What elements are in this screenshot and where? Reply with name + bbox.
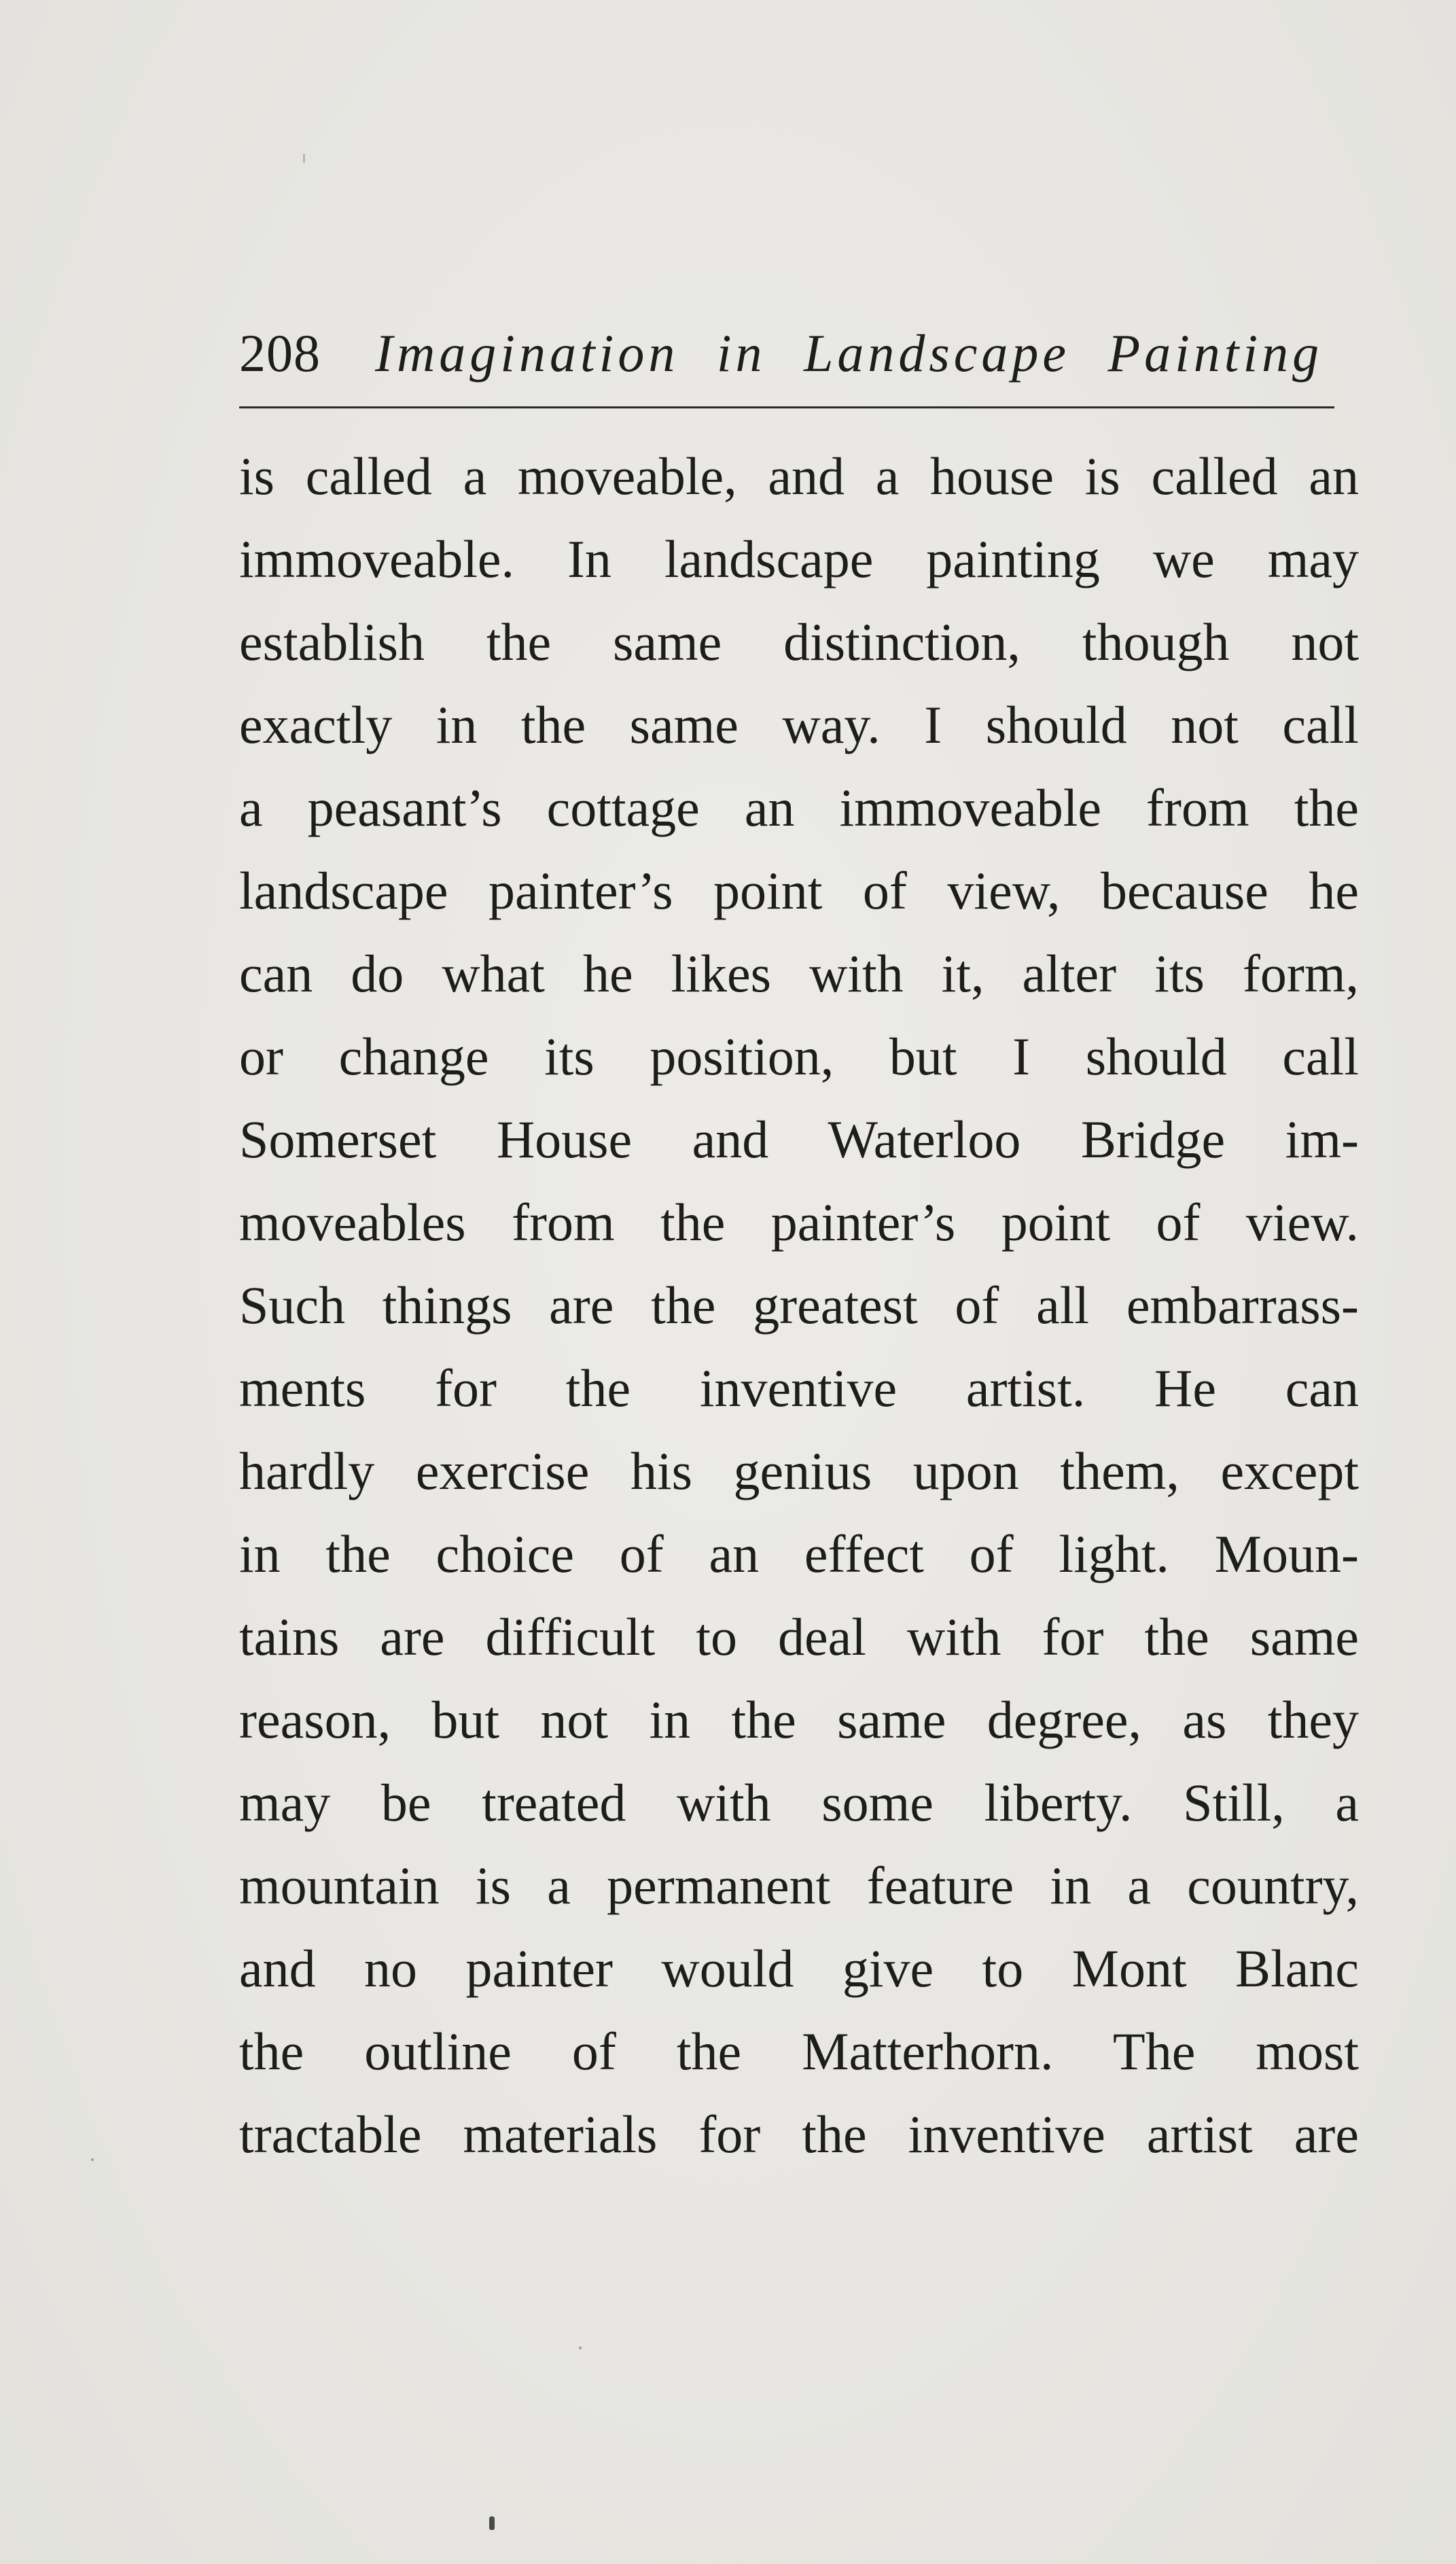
page-number: 208 (239, 323, 321, 383)
text-line: Somerset House and Waterloo Bridge im- (239, 1110, 1359, 1169)
text-line: moveables from the painter’s point of view. (239, 1193, 1359, 1252)
text-line: hardly exercise his genius upon them, except (239, 1441, 1359, 1500)
text-line: may be treated with some liberty. Still, a (239, 1773, 1359, 1832)
text-line: ments for the inventive artist. He can (239, 1358, 1359, 1418)
running-head (239, 319, 1334, 387)
paper-speck (579, 2347, 582, 2349)
text-line: the outline of the Matterhorn. The most (239, 2022, 1359, 2081)
text-line: and no painter would give to Mont Blanc (239, 1939, 1359, 1998)
paper-speck (489, 2516, 495, 2530)
text-line: a peasant’s cottage an immoveable from the (239, 778, 1359, 837)
paper-speck (91, 2158, 94, 2161)
running-title: Imagination in Landscape Painting (375, 323, 1324, 383)
text-line: tains are difficult to deal with for the same (239, 1607, 1359, 1666)
text-line: landscape painter’s point of view, because he (239, 861, 1359, 920)
body-text (239, 435, 1359, 2176)
text-line: can do what he likes with it, alter its form, (239, 944, 1359, 1003)
text-line: exactly in the same way. I should not call (239, 695, 1359, 754)
text-line: establish the same distinction, though not (239, 612, 1359, 671)
text-line: in the choice of an effect of light. Moun- (239, 1524, 1359, 1583)
text-line: mountain is a permanent feature in a country, (239, 1856, 1359, 1915)
text-line: reason, but not in the same degree, as they (239, 1690, 1359, 1749)
text-line: is called a moveable, and a house is called an (239, 446, 1359, 506)
text-line: Such things are the greatest of all embarrass- (239, 1276, 1359, 1335)
text-line: or change its position, but I should call (239, 1027, 1359, 1086)
header-rule (239, 406, 1334, 408)
text-line: immoveable. In landscape painting we may (239, 529, 1359, 589)
paper-speck (303, 154, 305, 163)
text-line: tractable materials for the inventive artist are (239, 2105, 1359, 2164)
